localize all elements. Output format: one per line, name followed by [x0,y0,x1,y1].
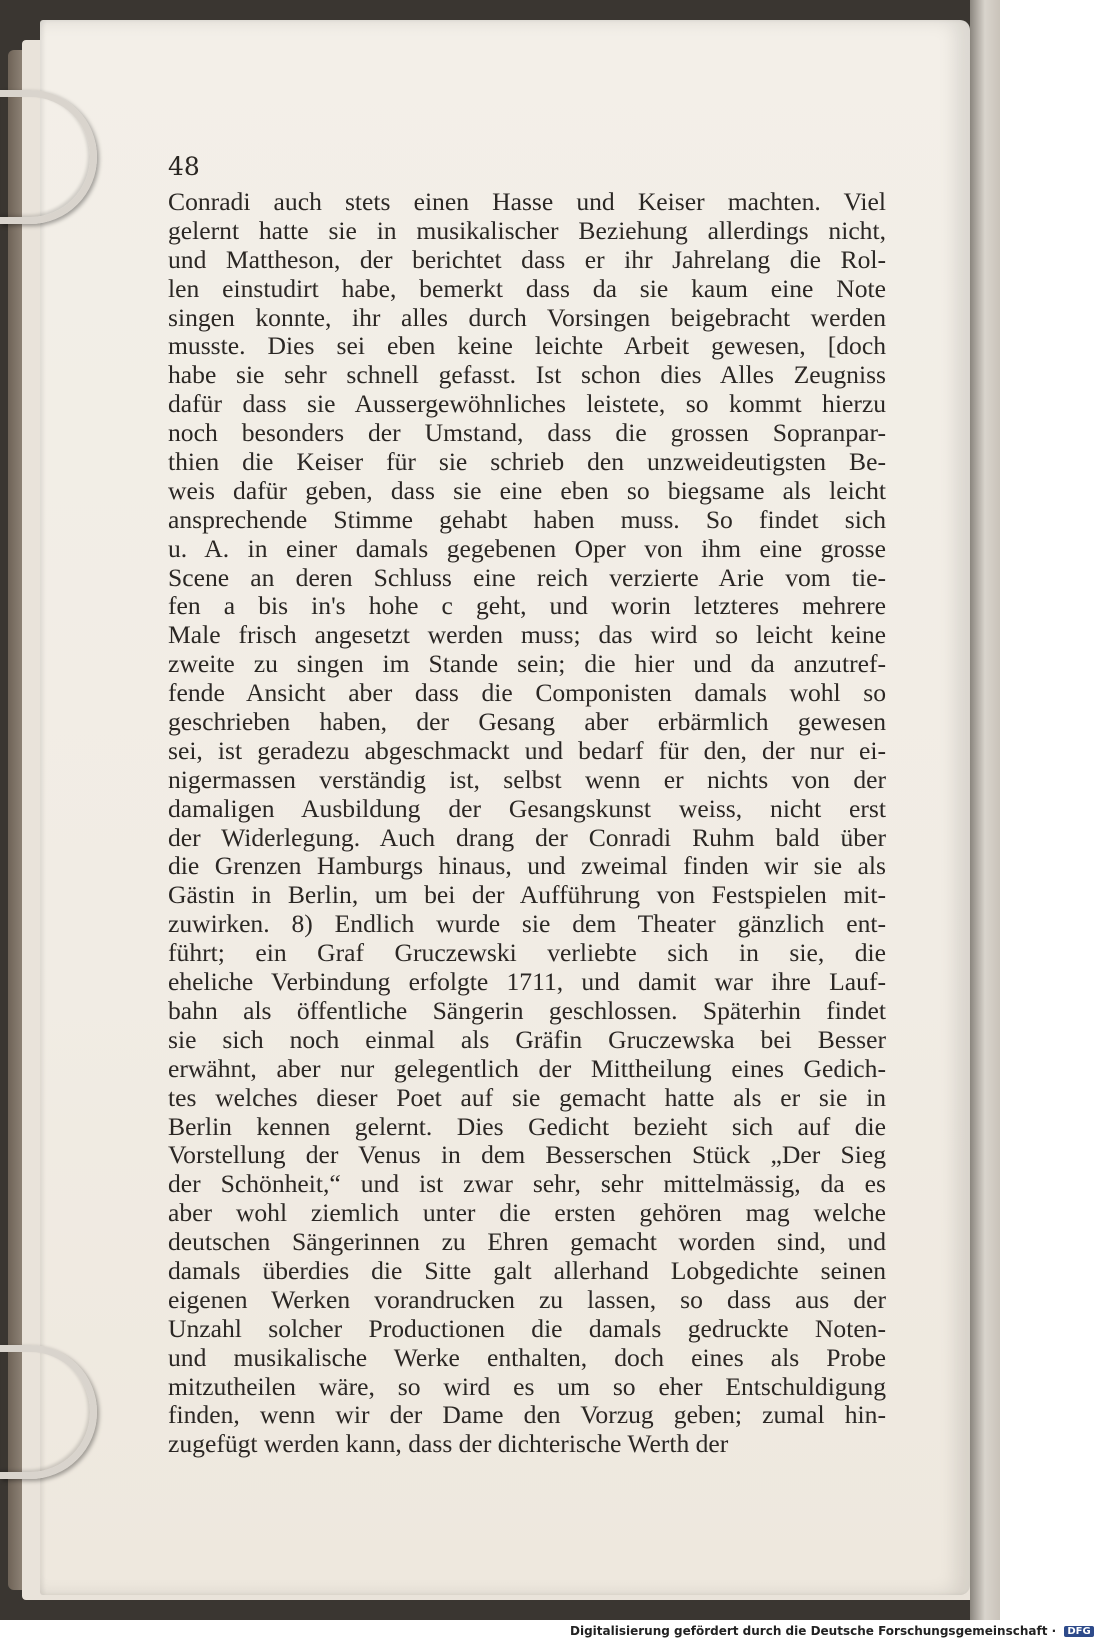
text-line: tes welches dieser Poet auf sie gemacht hatte als er sie in [168,1082,886,1112]
page-number: 48 [168,152,200,181]
text-line: und musikalische Werke enthalten, doch eines als Probe [168,1342,886,1372]
text-line: zuwirken. 8) Endlich wurde sie dem Theater gänzlich ent- [168,909,886,939]
text-line: geschrieben haben, der Gesang aber erbärmlich gewesen [168,707,886,737]
text-line: Unzahl solcher Productionen die damals gedruckte Noten- [168,1313,886,1343]
text-line: noch besonders der Umstand, dass die grossen Sopranpar- [168,418,886,448]
text-line: Male frisch angesetzt werden muss; das wird so leicht keine [168,620,886,650]
text-line: bahn als öffentliche Sängerin geschlossen. Späterhin findet [168,995,886,1025]
text-line: zugefügt werden kann, dass der dichterische Werth der [168,1429,729,1459]
text-line: Berlin kennen gelernt. Dies Gedicht bezieht sich auf die [168,1111,886,1141]
text-line: fen a bis in's hohe c geht, und worin letzteres mehrere [168,591,886,621]
text-line: sei, ist geradezu abgeschmackt und bedarf für den, der nur ei- [168,735,886,765]
dfg-logo-icon: DFG [1064,1626,1093,1637]
text-line: eigenen Werken vorandrucken zu lassen, so dass aus der [168,1284,886,1314]
text-line: damals überdies die Sitte galt allerhand Lobgedichte seinen [168,1255,886,1285]
text-line: weis dafür geben, dass sie eine eben so biegsame als leicht [168,475,886,505]
text-line: Conradi auch stets einen Hasse und Keiser machten. Viel [168,187,886,216]
text-line: sie sich noch einmal als Gräfin Gruczewska bei Besser [168,1024,886,1054]
text-line: fende Ansicht aber dass die Componisten damals wohl so [168,678,886,708]
text-line: thien die Keiser für sie schrieb den unzweideutigsten Be- [168,447,886,477]
next-page-edge [970,0,1000,1620]
text-line: erwähnt, aber nur gelegentlich der Mittheilung eines Gedich- [168,1053,886,1083]
text-line: und Mattheson, der berichtet dass er ihr Jahrelang die Rol- [168,244,886,274]
credit-text: Digitalisierung gefördert durch die Deutsche Forschungsgemeinschaft · [570,1624,1057,1638]
body-text [168,188,886,1459]
text-line: u. A. in einer damals gegebenen Oper von ihm eine grosse [168,533,886,563]
text-line: musste. Dies sei eben keine leichte Arbeit gewesen, [doch [168,331,886,361]
text-line: ansprechende Stimme gehabt haben muss. So findet sich [168,504,886,534]
text-line: der Schönheit,“ und ist zwar sehr, sehr mittelmässig, da es [168,1169,886,1199]
text-line: habe sie sehr schnell gefasst. Ist schon dies Alles Zeugniss [168,360,886,390]
text-line: mitzutheilen wäre, so wird es um so eher Entschuldigung [168,1371,886,1401]
text-line: singen konnte, ihr alles durch Vorsingen beigebracht werden [168,302,886,332]
text-line: finden, wenn wir der Dame den Vorzug geben; zumal hin- [168,1400,886,1430]
text-line: Gästin in Berlin, um bei der Aufführung von Festspielen mit- [168,880,886,910]
text-line: len einstudirt habe, bemerkt dass da sie kaum eine Note [168,273,886,303]
text-line: eheliche Verbindung erfolgte 1711, und damit war ihre Lauf- [168,967,886,997]
digitization-credit [570,1624,1094,1638]
text-line: Vorstellung der Venus in dem Besserschen Stück „Der Sieg [168,1140,886,1170]
text-line: die Grenzen Hamburgs hinaus, und zweimal finden wir sie als [168,851,886,881]
text-line: Scene an deren Schluss eine reich verzierte Arie vom tie- [168,562,886,592]
text-line: zweite zu singen im Stande sein; die hier und da anzutref- [168,649,886,679]
text-line: gelernt hatte sie in musikalischer Beziehung allerdings nicht, [168,215,886,245]
text-line: der Widerlegung. Auch drang der Conradi Ruhm bald über [168,822,886,852]
text-line: aber wohl ziemlich unter die ersten gehören mag welche [168,1198,886,1228]
text-line: führt; ein Graf Gruczewski verliebte sich in sie, die [168,938,886,968]
text-line: deutschen Sängerinnen zu Ehren gemacht worden sind, und [168,1227,886,1257]
text-line: nigermassen verständig ist, selbst wenn er nichts von der [168,764,886,794]
text-line: dafür dass sie Aussergewöhnliches leistete, so kommt hierzu [168,389,886,419]
text-line: damaligen Ausbildung der Gesangskunst weiss, nicht erst [168,793,886,823]
